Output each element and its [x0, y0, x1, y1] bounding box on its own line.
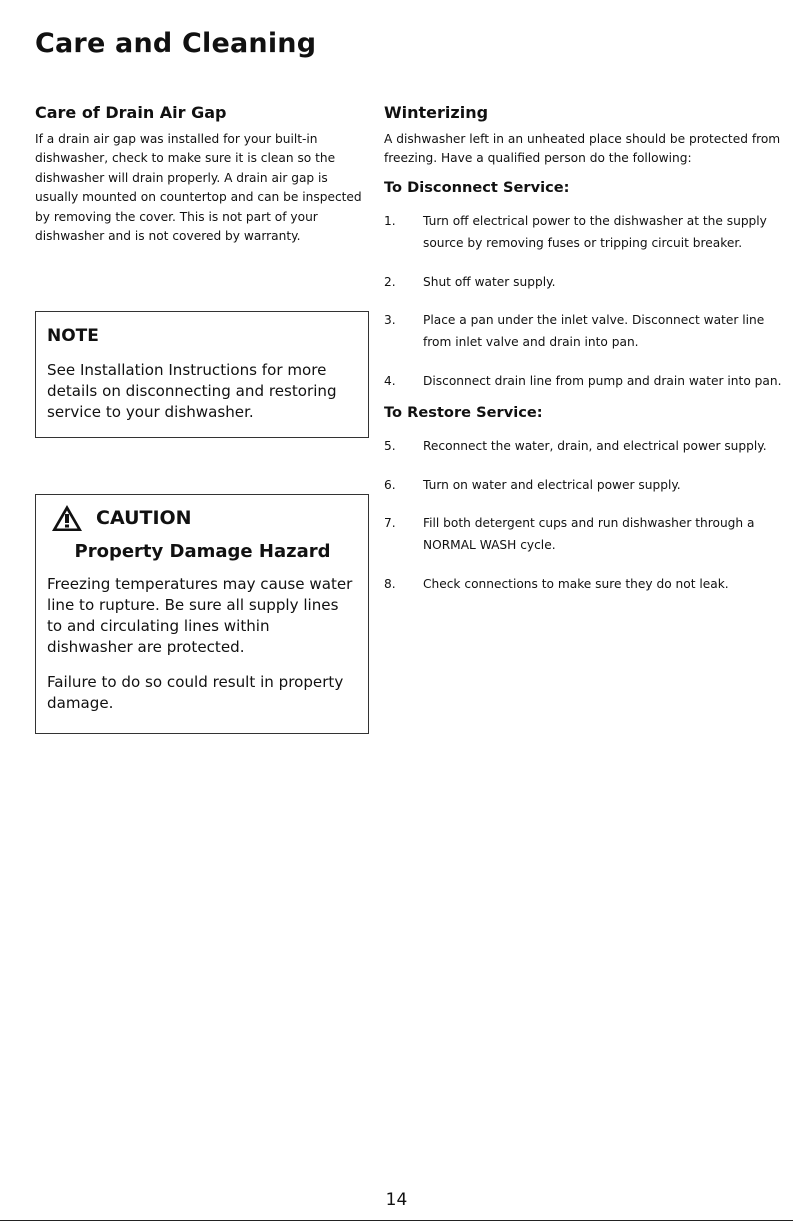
list-item — [384, 474, 784, 496]
restore-steps — [384, 435, 784, 595]
warning-triangle-icon — [50, 503, 84, 533]
page-title: Care and Cleaning — [35, 28, 317, 59]
drain-air-gap-heading: Care of Drain Air Gap — [35, 103, 227, 122]
caution-header — [47, 503, 358, 533]
hazard-title: Property Damage Hazard — [74, 541, 331, 562]
step-text: Disconnect drain line from pump and drain water into pan. — [423, 373, 782, 388]
caution-text-2: Failure to do so could result in property damage. — [47, 673, 344, 712]
bottom-rule — [0, 1220, 793, 1221]
disconnect-heading: To Disconnect Service: — [384, 178, 570, 196]
list-item — [384, 573, 784, 595]
winterizing-intro: A dishwasher left in an unheated place should be protected from freezing. Have a qualified person do the following: — [384, 132, 781, 166]
drain-air-gap-text: If a drain air gap was installed for your built-in dishwasher, check to make sure it is clean so the dishwasher will drain properly. A drain air gap is usually mounted on countertop and can be inspected by removing the cover. This is not part of your dishwasher and is not covered by warranty. — [35, 132, 362, 244]
restore-heading: To Restore Service: — [384, 404, 543, 422]
note-box — [35, 311, 369, 438]
step-text: Turn on water and electrical power supply. — [423, 477, 681, 492]
winterizing-heading: Winterizing — [384, 103, 489, 122]
step-text: Place a pan under the inlet valve. Disconnect water line from inlet valve and drain into pan. — [423, 313, 765, 350]
list-item — [384, 271, 784, 293]
step-number: 2. — [384, 274, 396, 289]
step-text: Reconnect the water, drain, and electrical power supply. — [423, 439, 767, 454]
step-number: 7. — [384, 516, 396, 531]
list-item — [384, 512, 784, 557]
note-title: NOTE — [47, 326, 99, 346]
step-text: Turn off electrical power to the dishwasher at the supply source by removing fuses or tripping circuit breaker. — [423, 213, 767, 251]
disconnect-steps — [384, 210, 784, 392]
step-text: Check connections to make sure they do not leak. — [423, 576, 729, 591]
caution-text-1: Freezing temperatures may cause water line to rupture. Be sure all supply lines to and circulating lines within dishwasher are protected. — [47, 575, 353, 656]
list-item — [384, 309, 784, 354]
step-text: Shut off water supply. — [423, 274, 556, 289]
caution-title: CAUTION — [96, 507, 192, 529]
drain-air-gap-section — [35, 103, 372, 246]
list-item — [384, 210, 784, 255]
step-number: 6. — [384, 477, 396, 492]
step-number: 1. — [384, 213, 396, 228]
step-number: 8. — [384, 576, 396, 591]
step-number: 4. — [384, 373, 396, 388]
step-number: 3. — [384, 313, 396, 328]
note-text: See Installation Instructions for more details on disconnecting and restoring service to your dishwasher. — [47, 361, 337, 421]
winterizing-section — [384, 103, 784, 595]
list-item — [384, 370, 784, 392]
step-number: 5. — [384, 439, 396, 454]
caution-box — [35, 494, 369, 734]
list-item — [384, 435, 784, 457]
page-number: 14 — [385, 1190, 408, 1210]
step-text: Fill both detergent cups and run dishwasher through a NORMAL WASH cycle. — [423, 516, 755, 553]
